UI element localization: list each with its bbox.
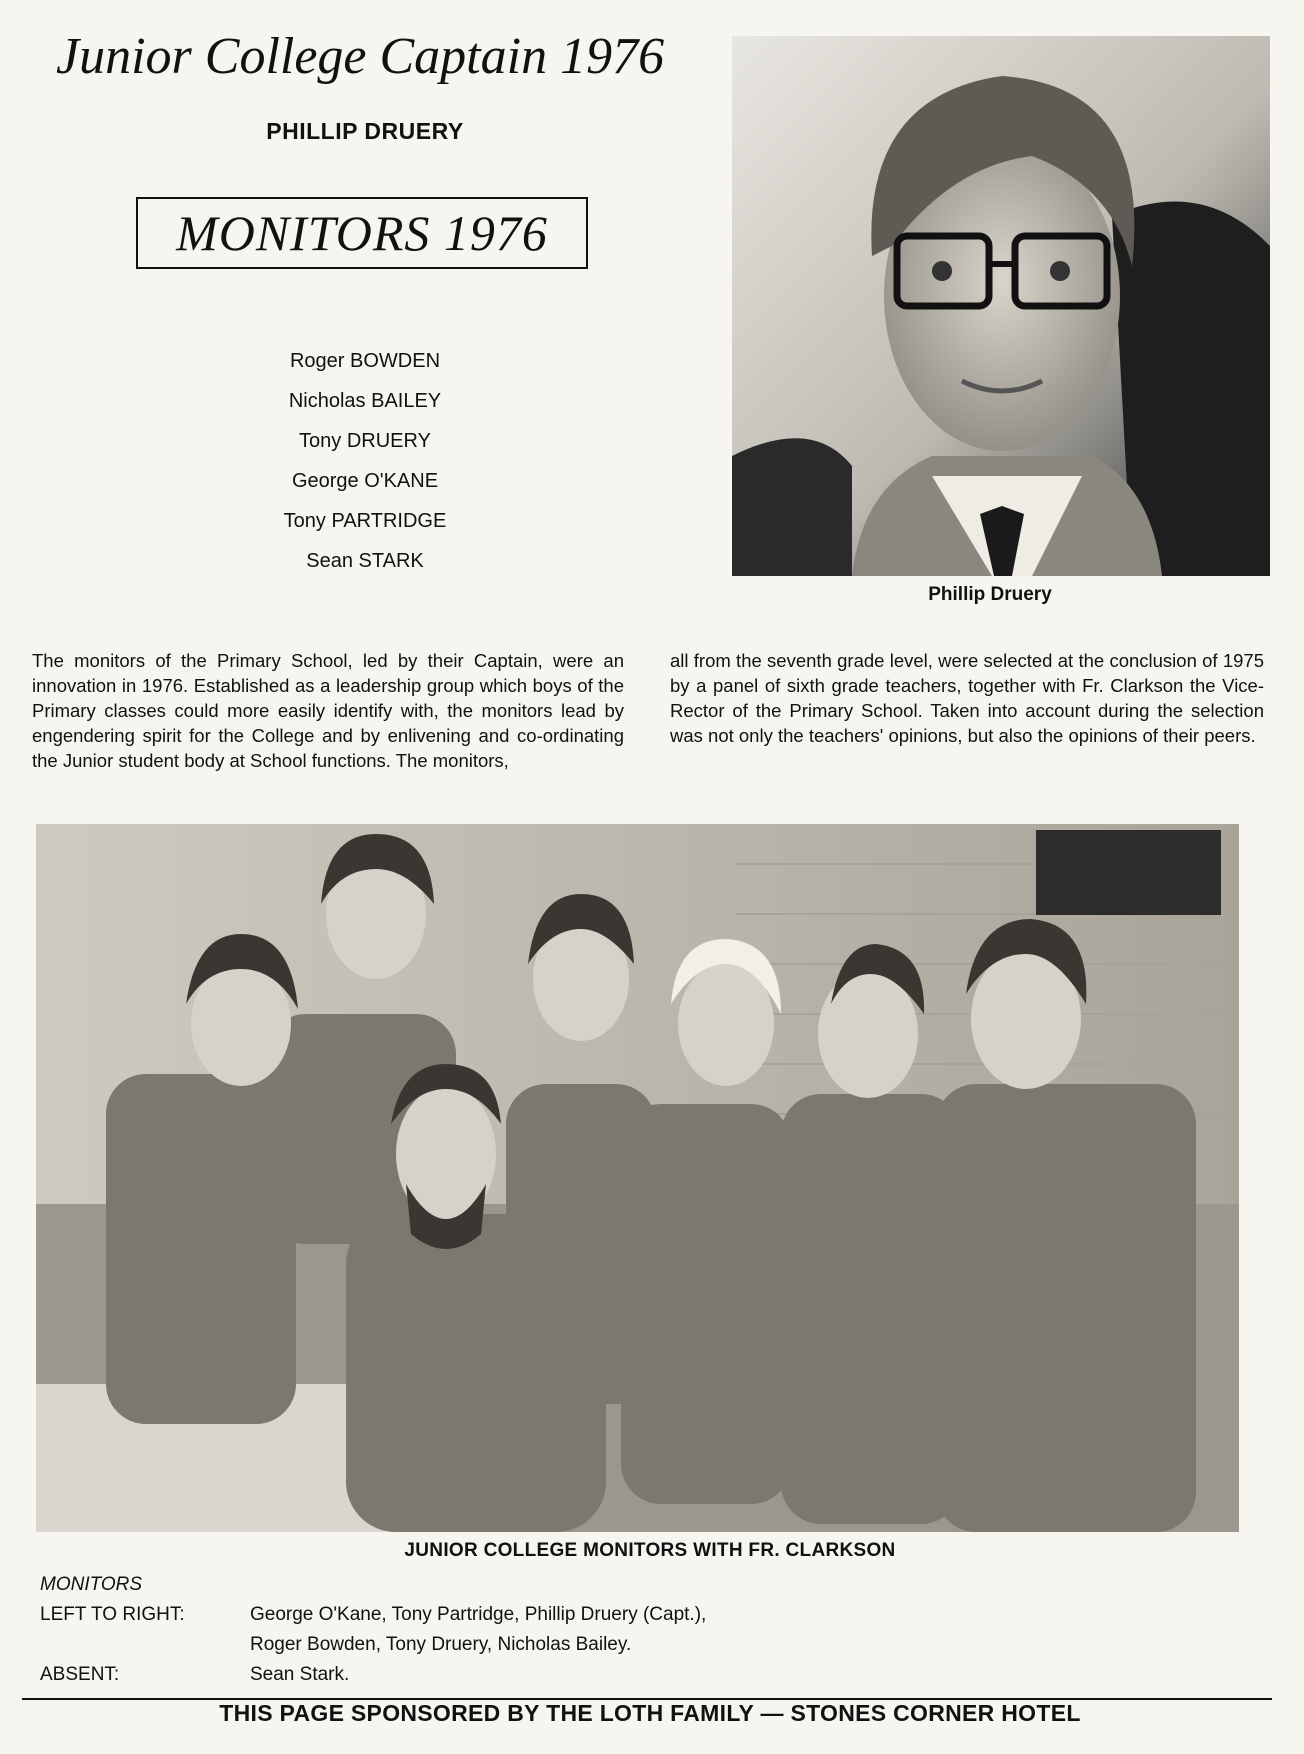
credits-heading: MONITORS <box>40 1574 143 1595</box>
monitors-heading: MONITORS 1976 <box>136 197 588 269</box>
list-item: Roger BOWDEN <box>289 350 441 372</box>
group-photo <box>36 824 1239 1532</box>
left-to-right-names-line-2: Roger Bowden, Tony Druery, Nicholas Bailey. <box>250 1634 632 1655</box>
list-item: George O'KANE <box>291 470 439 492</box>
list-item: Nicholas BAILEY <box>288 390 442 412</box>
absent-names: Sean Stark. <box>250 1664 350 1685</box>
sponsor-footer: THIS PAGE SPONSORED BY THE LOTH FAMILY — STONES CORNER HOTEL <box>219 1700 1081 1726</box>
left-to-right-label: LEFT TO RIGHT: <box>40 1604 185 1625</box>
captain-portrait-photo <box>732 36 1270 576</box>
list-item: Tony PARTRIDGE <box>283 510 447 532</box>
list-item: Sean STARK <box>306 550 424 572</box>
absent-label: ABSENT: <box>40 1664 120 1685</box>
left-to-right-names-line-1: George O'Kane, Tony Partridge, Phillip Druery (Capt.), <box>250 1604 707 1625</box>
body-text-column-2: all from the seventh grade level, were selected at the conclusion of 1975 by a panel of sixth grade teachers, together with Fr. Clarkson the Vice-Rector of the Primary School. Taken into account during the selection was not only the teachers' opinions, but also the opinions of their peers. <box>670 650 1264 746</box>
list-item: Tony DRUERY <box>299 430 431 452</box>
portrait-caption: Phillip Druery <box>928 584 1052 605</box>
captain-name: PHILLIP DRUERY <box>266 118 464 144</box>
monitor-list <box>220 348 510 588</box>
page-title: Junior College Captain 1976 <box>56 28 665 85</box>
body-text-column-1: The monitors of the Primary School, led by their Captain, were an innovation in 1976. Established as a leadership group which boys of the Primary classes could more easily identify with, the monitors lead by engendering spirit for the College and by enlivening and co-ordinating the Junior student body at School functions. The monitors, <box>32 650 624 771</box>
group-photo-caption: JUNIOR COLLEGE MONITORS WITH FR. CLARKSON <box>404 1540 896 1561</box>
